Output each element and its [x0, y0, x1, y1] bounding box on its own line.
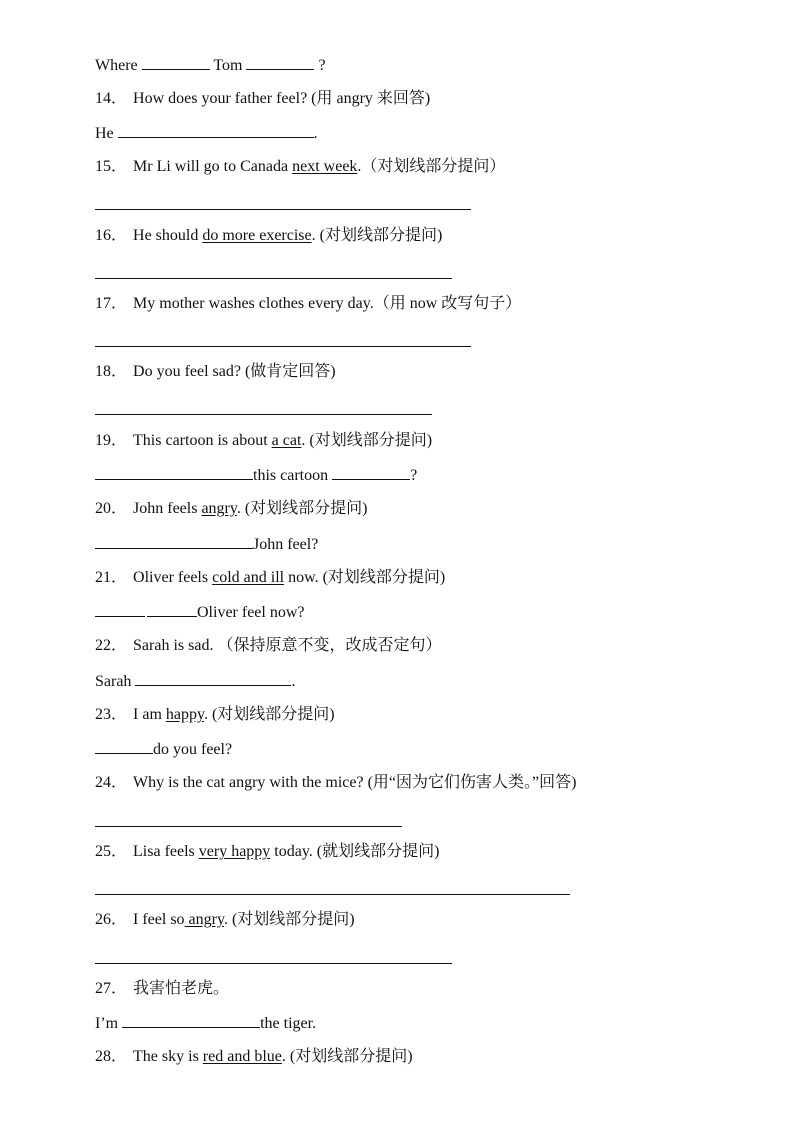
text: ?	[410, 467, 418, 484]
question-number: 20．	[95, 500, 128, 517]
answer-line-13	[95, 55, 326, 76]
answer-blank[interactable]	[142, 55, 210, 70]
question-22	[95, 636, 441, 656]
question-number: 22．	[95, 637, 128, 654]
question-number: 27．	[95, 980, 128, 997]
question-number: 28．	[95, 1048, 128, 1065]
question-number: 14．	[95, 90, 128, 107]
answer-blank[interactable]	[95, 602, 145, 617]
answer-line-22	[95, 671, 295, 692]
answer-blank[interactable]	[122, 1013, 260, 1028]
question-number: 21．	[95, 569, 128, 586]
answer-blank[interactable]	[95, 534, 253, 549]
answer-line-18[interactable]	[95, 414, 432, 415]
underlined-part: cold and ill	[212, 569, 285, 586]
question-text: John feels	[133, 500, 202, 517]
answer-line-16[interactable]	[95, 278, 452, 279]
underlined-part: next week	[292, 158, 358, 175]
question-instruction: . (对划线部分提问)	[311, 227, 443, 244]
question-number: 15．	[95, 158, 128, 175]
answer-line-26[interactable]	[95, 963, 452, 964]
question-17	[95, 294, 521, 314]
answer-line-14	[95, 123, 318, 144]
answer-line-21	[95, 602, 305, 623]
question-instruction: . (对划线部分提问)	[236, 500, 368, 517]
question-number: 17．	[95, 295, 128, 312]
answer-blank[interactable]	[95, 465, 253, 480]
question-text: Why is the cat angry with the mice? (用“因为它们伤害人类。”回答)	[133, 774, 577, 791]
question-instruction: now. (对划线部分提问)	[284, 569, 446, 586]
question-28	[95, 1047, 413, 1067]
question-24	[95, 773, 576, 793]
question-text: Oliver feels	[133, 569, 213, 586]
answer-line-20	[95, 534, 318, 555]
answer-line-19	[95, 465, 417, 486]
answer-line-17[interactable]	[95, 346, 471, 347]
question-number: 23．	[95, 706, 128, 723]
text: the tiger.	[260, 1015, 317, 1032]
answer-blank[interactable]	[332, 465, 410, 480]
question-15	[95, 157, 505, 177]
question-text: Do you feel sad? (做肯定回答)	[133, 363, 336, 380]
question-21	[95, 568, 445, 588]
question-instruction: . (对划线部分提问)	[281, 1048, 413, 1065]
underlined-part: angry	[201, 500, 237, 517]
question-19	[95, 431, 432, 451]
question-20	[95, 499, 368, 519]
question-text: This cartoon is about	[133, 432, 272, 449]
question-14	[95, 89, 430, 109]
question-text: My mother washes clothes every day.（用 now 改写句子）	[133, 295, 522, 312]
question-text: Lisa feels	[133, 843, 199, 860]
question-text: The sky is	[133, 1048, 203, 1065]
answer-line-24[interactable]	[95, 826, 402, 827]
question-text: 我害怕老虎。	[133, 980, 230, 997]
answer-line-15[interactable]	[95, 209, 471, 210]
answer-blank[interactable]	[95, 739, 153, 754]
question-number: 24．	[95, 774, 128, 791]
text: I’m	[95, 1015, 119, 1032]
text: He	[95, 125, 114, 142]
question-instruction: . (对划线部分提问)	[223, 911, 355, 928]
text: ?	[318, 57, 326, 74]
question-number: 16．	[95, 227, 128, 244]
question-text: How does your father feel? (用 angry 来回答)	[133, 90, 431, 107]
text: do you feel?	[153, 741, 233, 758]
question-text: I feel so	[133, 911, 185, 928]
question-text: He should	[133, 227, 203, 244]
question-number: 25．	[95, 843, 128, 860]
answer-line-27	[95, 1013, 316, 1034]
text: Tom	[213, 57, 243, 74]
answer-blank[interactable]	[118, 123, 314, 138]
text: this cartoon	[253, 467, 329, 484]
answer-blank[interactable]	[246, 55, 314, 70]
question-number: 18．	[95, 363, 128, 380]
text: Oliver feel now?	[197, 604, 305, 621]
question-instruction: . (对划线部分提问)	[203, 706, 335, 723]
text: .	[291, 673, 296, 690]
question-instruction: .（对划线部分提问）	[357, 158, 506, 175]
question-text: Mr Li will go to Canada	[133, 158, 293, 175]
question-instruction: . (对划线部分提问)	[301, 432, 433, 449]
question-18	[95, 362, 336, 382]
underlined-part: a cat	[271, 432, 302, 449]
answer-line-25[interactable]	[95, 894, 570, 895]
question-25	[95, 842, 439, 862]
question-number: 19．	[95, 432, 128, 449]
underlined-part: do more exercise	[202, 227, 312, 244]
question-number: 26．	[95, 911, 128, 928]
answer-blank[interactable]	[147, 602, 197, 617]
text: Sarah	[95, 673, 132, 690]
underlined-part: very happy	[198, 843, 271, 860]
answer-blank[interactable]	[135, 671, 291, 686]
underlined-part: red and blue	[202, 1048, 282, 1065]
text: Where	[95, 57, 138, 74]
question-text: I am	[133, 706, 166, 723]
answer-line-23	[95, 739, 232, 760]
underlined-part: happy	[165, 706, 204, 723]
underlined-part: angry	[184, 911, 224, 928]
question-16	[95, 226, 442, 246]
text: John feel?	[253, 536, 319, 553]
question-27	[95, 979, 229, 999]
question-23	[95, 705, 335, 725]
text: .	[313, 125, 318, 142]
question-26	[95, 910, 355, 930]
question-text: Sarah is sad. （保持原意不变，改成否定句）	[133, 637, 442, 654]
question-instruction: today. (就划线部分提问)	[270, 843, 440, 860]
